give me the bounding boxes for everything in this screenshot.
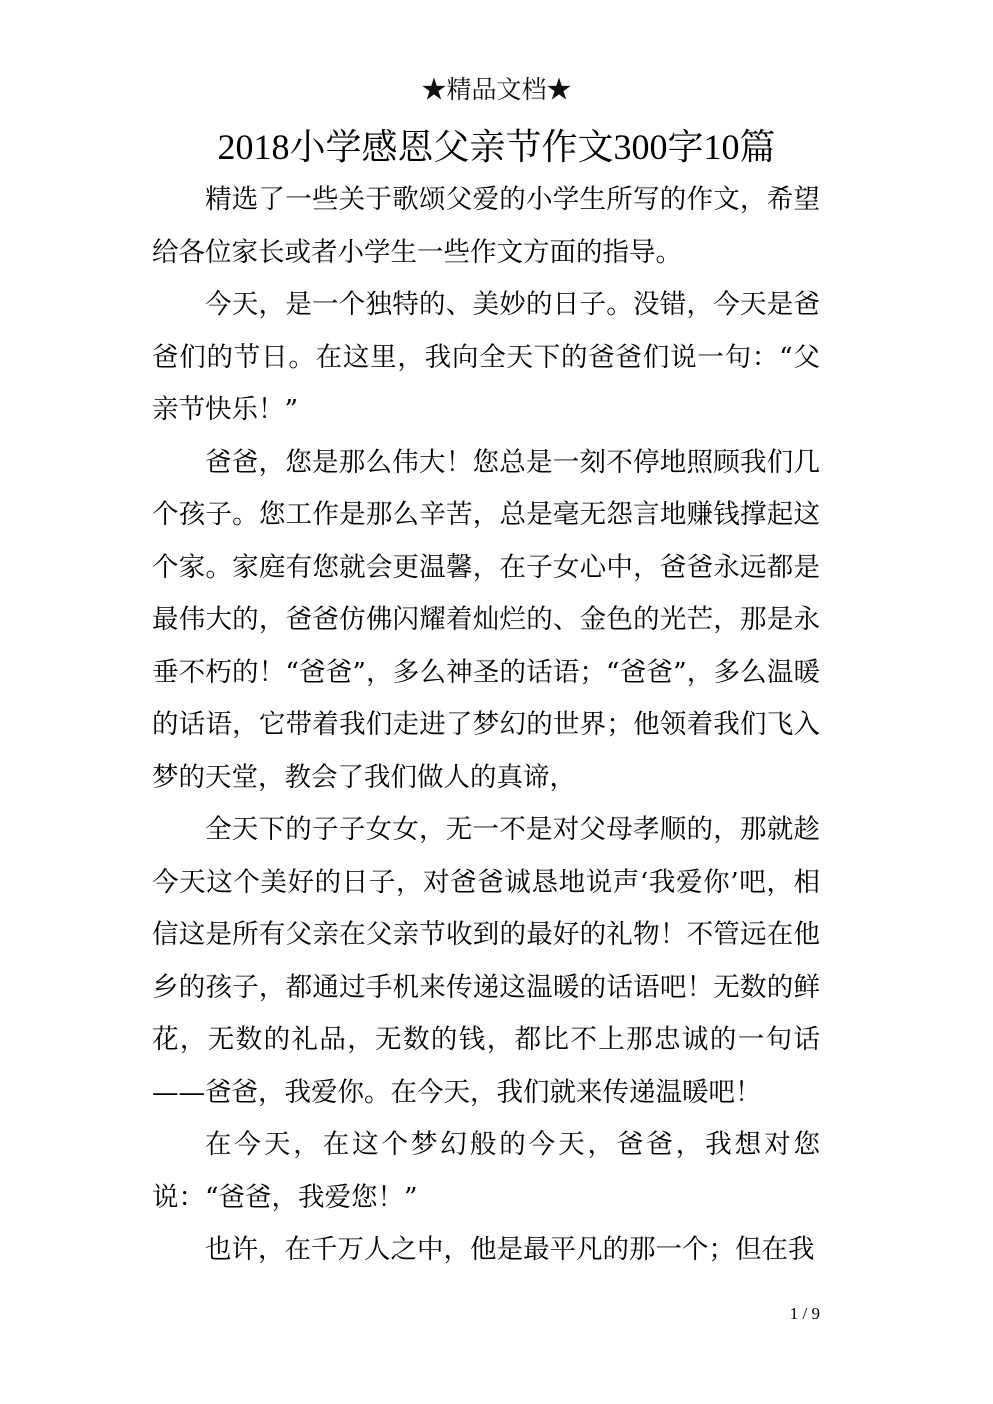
document-body	[152, 174, 820, 1277]
header-banner: ★精品文档★	[421, 75, 572, 104]
paragraph: 今天，是一个独特的、美妙的日子。没错，今天是爸爸们的节日。在这里，我向全天下的爸爸们说一句：“父亲节快乐！”	[152, 289, 820, 425]
paragraph-intro: 精选了一些关于歌颂父爱的小学生所写的作文，希望给各位家长或者小学生一些作文方面的指导。	[152, 184, 820, 268]
document-title: 2018小学感恩父亲节作文300字10篇	[217, 127, 776, 167]
paragraph: 爸爸，您是那么伟大！您总是一刻不停地照顾我们几个孩子。您工作是那么辛苦，总是毫无怨言地赚钱撑起这个家。家庭有您就会更温馨，在子女心中，爸爸永远都是最伟大的，爸爸仿佛闪耀着灿烂的、金色的光芒，那是永垂不朽的！“爸爸”，多么神圣的话语；“爸爸”，多么温暖的话语，它带着我们走进了梦幻的世界；他领着我们飞入梦的天堂，教会了我们做人的真谛，	[152, 446, 820, 793]
paragraph: 全天下的子子女女，无一不是对父母孝顺的，那就趁今天这个美好的日子，对爸爸诚恳地说声‘我爱你’吧，相信这是所有父亲在父亲节收到的最好的礼物！不管远在他乡的孩子，都通过手机来传递这温暖的话语吧！无数的鲜花，无数的礼品，无数的钱，都比不上那忠诚的一句话——爸爸，我爱你。在今天，我们就来传递温暖吧！	[152, 814, 820, 1108]
paragraph: 在今天，在这个梦幻般的今天，爸爸，我想对您说：“爸爸，我爱您！”	[152, 1129, 820, 1213]
page-number: 1 / 9	[789, 1304, 820, 1323]
paragraph: 也许，在千万人之中，他是最平凡的那一个；但在我	[205, 1234, 815, 1265]
